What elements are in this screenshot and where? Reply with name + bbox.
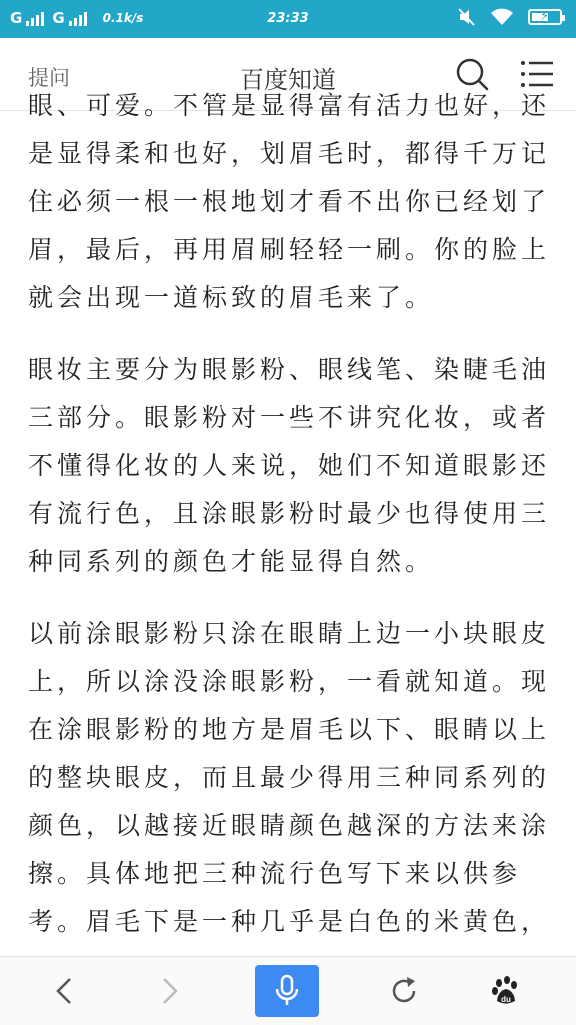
clock: 23:33 <box>267 11 309 26</box>
forward-button[interactable] <box>150 971 190 1011</box>
chevron-left-icon <box>52 976 76 1006</box>
mute-icon <box>458 8 476 26</box>
status-bar <box>0 0 576 38</box>
article-body <box>28 82 550 970</box>
refresh-button[interactable] <box>384 971 424 1011</box>
status-icons <box>458 8 562 26</box>
chevron-right-icon <box>158 976 182 1006</box>
refresh-icon <box>389 976 419 1006</box>
baidu-paw-icon <box>490 975 522 1007</box>
svg-text:du: du <box>501 995 511 1004</box>
paragraph: 以前涂眼影粉只涂在眼睛上边一小块眼皮上，所以涂没涂眼影粉，一看就知道。现在涂眼影粉的地方是眉毛以下、眼睛以上的整块眼皮，而且最少得用三种同系列的颜色，以越接近眼睛颜色越深的方法来涂擦。具体地把三种流行色写下来以供参考。眉毛下是一种几乎是白色的米黄色， <box>28 619 551 936</box>
microphone-icon <box>274 974 300 1008</box>
wifi-icon <box>490 8 514 26</box>
battery-icon: ⚡ <box>528 9 562 25</box>
home-button[interactable] <box>486 971 526 1011</box>
paragraph: 眼妆主要分为眼影粉、眼线笔、染睫毛油三部分。眼影粉对一些不讲究化妆，或者不懂得化妆的人来说，她们不知道眼影还有流行色，且涂眼影粉时最少也得使用三种同系列的颜色才能显得自然。 <box>28 355 551 576</box>
ask-question-link[interactable]: 提问 <box>28 66 70 90</box>
network-speed: 0.1k/s <box>102 11 144 25</box>
back-button[interactable] <box>44 971 84 1011</box>
bottom-toolbar <box>0 956 576 1025</box>
carrier-label-2: G <box>52 9 65 27</box>
page-title: 百度知道 <box>240 66 336 94</box>
voice-search-button[interactable] <box>255 965 319 1017</box>
answer-content[interactable] <box>0 91 576 956</box>
paragraph: 眼、可爱。不管是显得富有活力也好，还是显得柔和也好，划眉毛时，都得千万记住必须一根一根地划才看不出你已经划了眉，最后，再用眉刷轻轻一刷。你的脸上就会出现一道标致的眉毛来了。 <box>28 91 551 312</box>
carrier-label-1: G <box>10 9 23 27</box>
